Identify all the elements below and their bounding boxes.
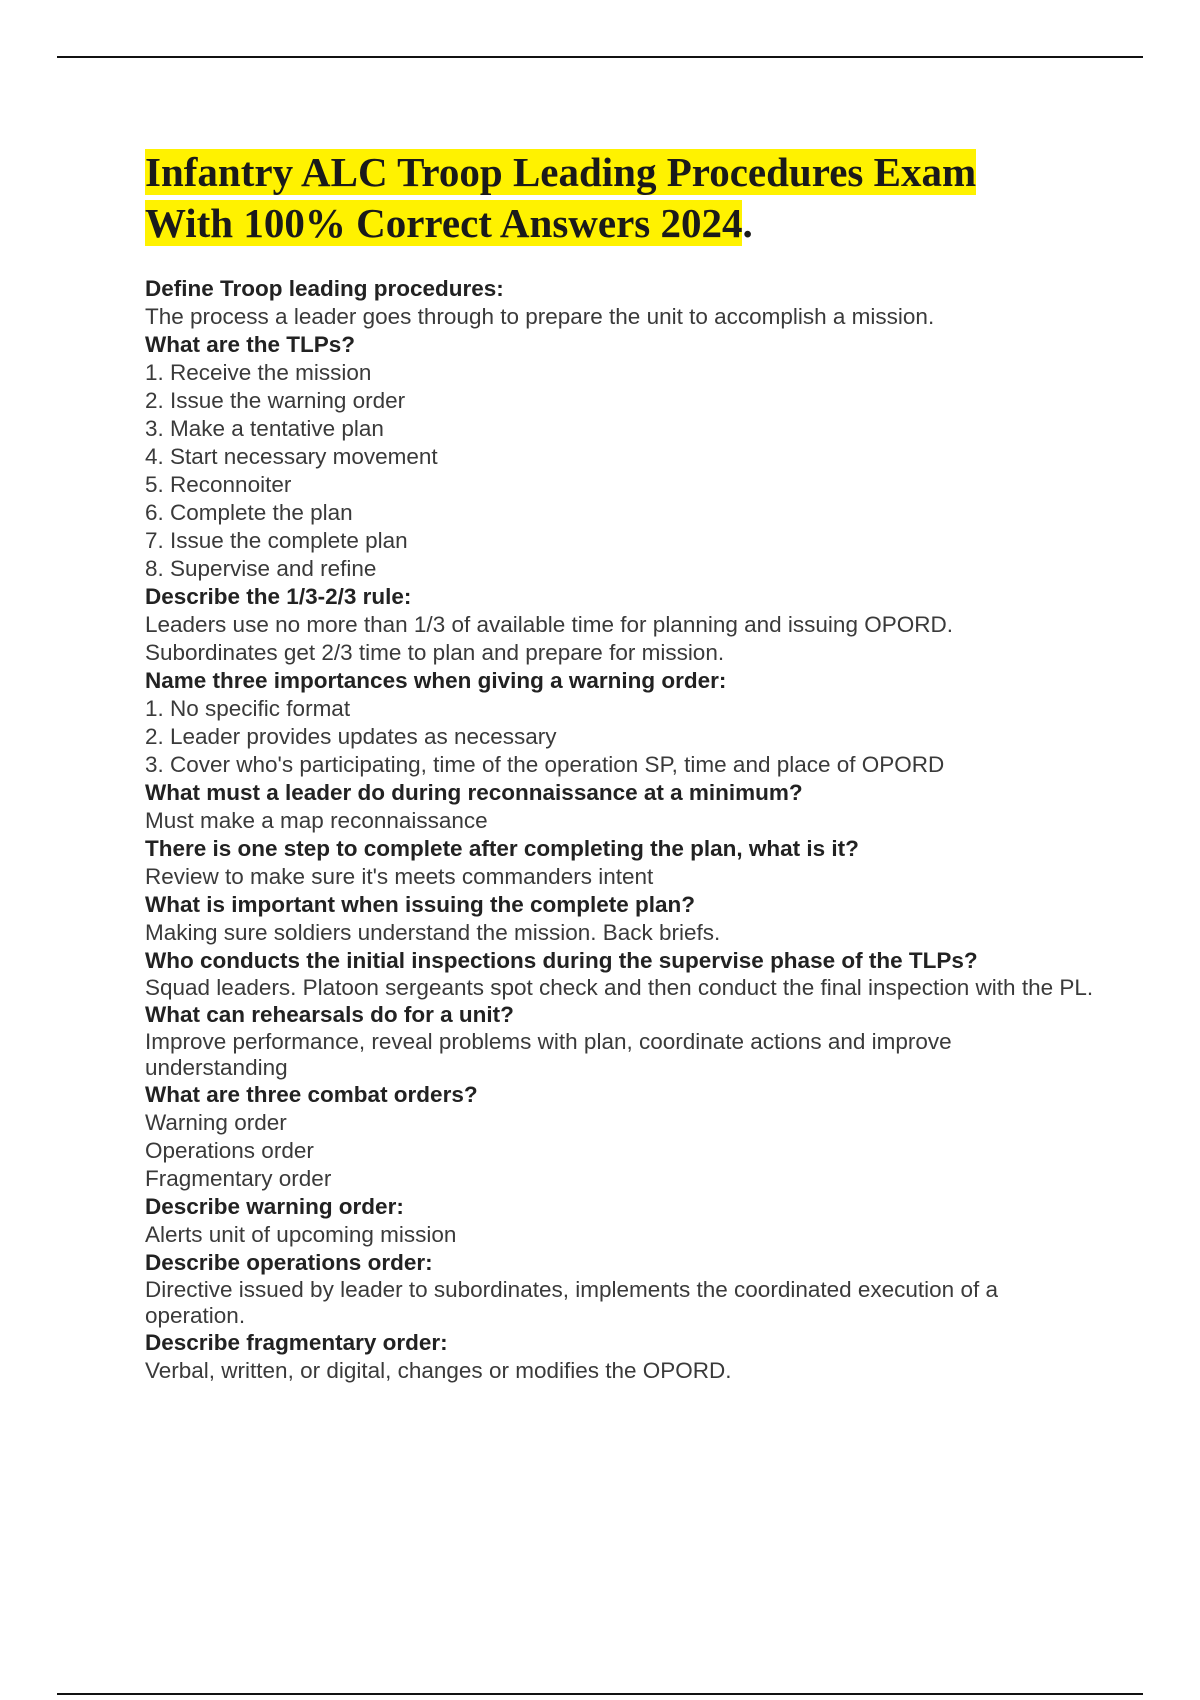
qa-item [145, 275, 1095, 331]
title-highlight-line-1: Infantry ALC Troop Leading Procedures Exam [145, 149, 977, 195]
qa-item [145, 835, 1095, 891]
answer-line: Squad leaders. Platoon sergeants spot check and then conduct the final inspection with the PL. [145, 975, 1094, 1000]
question: Describe the 1/3-2/3 rule: [145, 584, 412, 609]
answer-line: 2. Leader provides updates as necessary [145, 724, 557, 749]
answer-line: Making sure soldiers understand the mission. Back briefs. [145, 920, 721, 945]
question: Describe warning order: [145, 1194, 404, 1219]
qa-item [145, 1001, 1095, 1081]
answer-line: 6. Complete the plan [145, 500, 353, 525]
document-body [145, 147, 1095, 1385]
answer-line: Alerts unit of upcoming mission [145, 1222, 457, 1247]
answer-line: Directive issued by leader to subordinates, implements the coordinated execution of a operation. [145, 1277, 998, 1328]
answer-line: Verbal, written, or digital, changes or modifies the OPORD. [145, 1358, 732, 1383]
question: Name three importances when giving a warning order: [145, 668, 727, 693]
question: What must a leader do during reconnaissance at a minimum? [145, 780, 803, 805]
title-period: . [742, 200, 753, 246]
question: What can rehearsals do for a unit? [145, 1002, 514, 1027]
qa-item [145, 1193, 1095, 1249]
answer-line: Leaders use no more than 1/3 of available time for planning and issuing OPORD. [145, 612, 953, 637]
answer-line: Must make a map reconnaissance [145, 808, 488, 833]
answer-line: Operations order [145, 1138, 314, 1163]
question: What is important when issuing the complete plan? [145, 892, 696, 917]
qa-item [145, 331, 1095, 583]
answer-line: 8. Supervise and refine [145, 556, 377, 581]
header-rule [57, 56, 1143, 58]
qa-item [145, 779, 1095, 835]
footer-rule [57, 1693, 1143, 1695]
title-highlight-line-2: With 100% Correct Answers 2024 [145, 200, 743, 246]
answer-line: 3. Cover who's participating, time of the operation SP, time and place of OPORD [145, 752, 945, 777]
qa-item [145, 891, 1095, 947]
answer-line: 7. Issue the complete plan [145, 528, 408, 553]
answer-line: Review to make sure it's meets commanders intent [145, 864, 654, 889]
qa-item [145, 583, 1095, 667]
qa-item [145, 1329, 1095, 1385]
qa-item [145, 1081, 1095, 1193]
answer-line: 5. Reconnoiter [145, 472, 292, 497]
question: There is one step to complete after completing the plan, what is it? [145, 836, 859, 861]
answer-line: The process a leader goes through to prepare the unit to accomplish a mission. [145, 304, 935, 329]
qa-item [145, 1249, 1095, 1329]
answer-line: Fragmentary order [145, 1166, 332, 1191]
question: Describe fragmentary order: [145, 1330, 448, 1355]
document-title [145, 147, 1095, 249]
answer-line: 4. Start necessary movement [145, 444, 438, 469]
answer-line: 1. No specific format [145, 696, 351, 721]
answer-line: Improve performance, reveal problems with plan, coordinate actions and improve understanding [145, 1029, 952, 1080]
answer-line: Warning order [145, 1110, 287, 1135]
question: Describe operations order: [145, 1250, 433, 1275]
qa-item [145, 947, 1095, 1001]
qa-item [145, 667, 1095, 779]
answer-line: 3. Make a tentative plan [145, 416, 384, 441]
answer-line: 2. Issue the warning order [145, 388, 406, 413]
answer-line: 1. Receive the mission [145, 360, 372, 385]
question: Define Troop leading procedures: [145, 276, 504, 301]
question: Who conducts the initial inspections during the supervise phase of the TLPs? [145, 948, 978, 973]
question: What are the TLPs? [145, 332, 356, 357]
answer-line: Subordinates get 2/3 time to plan and prepare for mission. [145, 640, 725, 665]
question: What are three combat orders? [145, 1082, 478, 1107]
